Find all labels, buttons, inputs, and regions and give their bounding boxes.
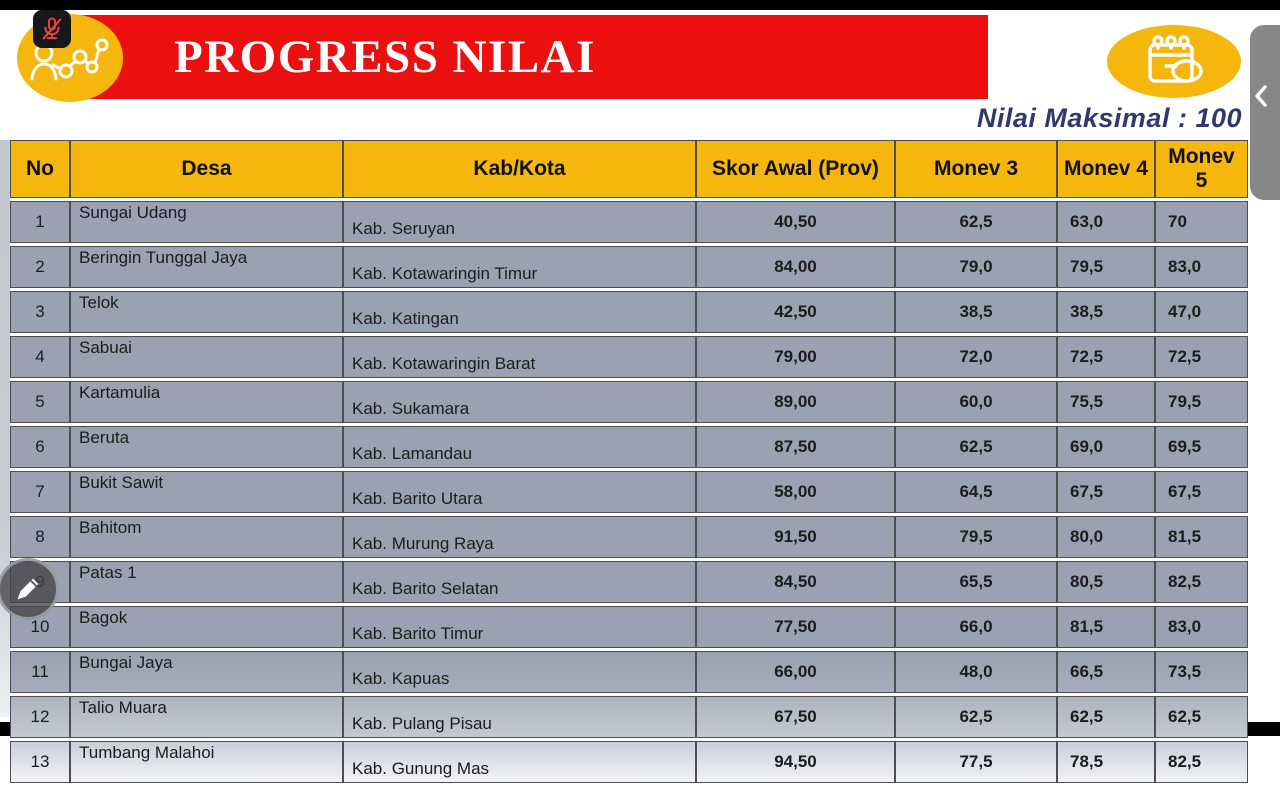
- cell-monev-5: 83,0: [1155, 246, 1248, 288]
- cell-monev-3: 62,5: [895, 696, 1057, 738]
- cell-monev-5: 82,5: [1155, 561, 1248, 603]
- table-row: [10, 516, 1248, 558]
- table-row: [10, 471, 1248, 513]
- cell-monev-4: 67,5: [1057, 471, 1155, 513]
- cell-skor-awal: 94,50: [696, 741, 895, 783]
- cell-no: 3: [10, 291, 70, 333]
- cell-skor-awal: 42,50: [696, 291, 895, 333]
- cell-skor-awal: 67,50: [696, 696, 895, 738]
- cell-monev-5: 73,5: [1155, 651, 1248, 693]
- cell-monev-5: 70: [1155, 201, 1248, 243]
- cell-skor-awal: 87,50: [696, 426, 895, 468]
- cell-skor-awal: 58,00: [696, 471, 895, 513]
- cell-kab-kota: Kab. Sukamara: [343, 381, 696, 423]
- cell-kab-kota: Kab. Lamandau: [343, 426, 696, 468]
- cell-skor-awal: 77,50: [696, 606, 895, 648]
- cell-monev-4: 69,0: [1057, 426, 1155, 468]
- cell-monev-3: 60,0: [895, 381, 1057, 423]
- col-header-kab-kota: Kab/Kota: [343, 140, 696, 198]
- cell-monev-3: 72,0: [895, 336, 1057, 378]
- mic-mute-button[interactable]: [33, 10, 71, 48]
- cell-no: 2: [10, 246, 70, 288]
- calendar-icon: [1136, 33, 1212, 91]
- cell-desa: Beruta: [70, 426, 343, 468]
- cell-monev-3: 62,5: [895, 201, 1057, 243]
- mic-muted-icon: [38, 15, 66, 43]
- col-header-no: No: [10, 140, 70, 198]
- title-banner: [62, 15, 988, 99]
- cell-kab-kota: Kab. Barito Timur: [343, 606, 696, 648]
- cell-monev-5: 47,0: [1155, 291, 1248, 333]
- cell-monev-4: 62,5: [1057, 696, 1155, 738]
- cell-desa: Bagok: [70, 606, 343, 648]
- cell-desa: Bukit Sawit: [70, 471, 343, 513]
- letterbox-top: [0, 0, 1280, 10]
- cell-kab-kota: Kab. Barito Selatan: [343, 561, 696, 603]
- col-header-monev-3: Monev 3: [895, 140, 1057, 198]
- cell-monev-3: 77,5: [895, 741, 1057, 783]
- cell-kab-kota: Kab. Seruyan: [343, 201, 696, 243]
- cell-kab-kota: Kab. Kapuas: [343, 651, 696, 693]
- cell-monev-3: 79,5: [895, 516, 1057, 558]
- cell-kab-kota: Kab. Kotawaringin Barat: [343, 336, 696, 378]
- cell-no: 11: [10, 651, 70, 693]
- cell-monev-3: 48,0: [895, 651, 1057, 693]
- cell-monev-5: 67,5: [1155, 471, 1248, 513]
- cell-kab-kota: Kab. Katingan: [343, 291, 696, 333]
- cell-desa: Sungai Udang: [70, 201, 343, 243]
- collapse-panel-handle[interactable]: [1250, 25, 1280, 200]
- cell-kab-kota: Kab. Pulang Pisau: [343, 696, 696, 738]
- col-header-desa: Desa: [70, 140, 343, 198]
- table-row: [10, 291, 1248, 333]
- cell-monev-4: 80,0: [1057, 516, 1155, 558]
- cell-monev-3: 38,5: [895, 291, 1057, 333]
- max-score-label: Nilai Maksimal : 100: [976, 103, 1242, 133]
- cell-skor-awal: 79,00: [696, 336, 895, 378]
- cell-monev-3: 66,0: [895, 606, 1057, 648]
- table-row: [10, 741, 1248, 783]
- cell-kab-kota: Kab. Gunung Mas: [343, 741, 696, 783]
- pencil-annotate-button[interactable]: [0, 558, 59, 620]
- cell-monev-4: 66,5: [1057, 651, 1155, 693]
- table-row: [10, 426, 1248, 468]
- cell-no: 10: [10, 606, 70, 648]
- cell-monev-3: 62,5: [895, 426, 1057, 468]
- table-row: [10, 651, 1248, 693]
- cell-monev-4: 72,5: [1057, 336, 1155, 378]
- cell-kab-kota: Kab. Kotawaringin Timur: [343, 246, 696, 288]
- table-row: [10, 381, 1248, 423]
- table-row: [10, 201, 1248, 243]
- cell-no: 1: [10, 201, 70, 243]
- slide-edge-strip: [0, 140, 10, 717]
- cell-no: 8: [10, 516, 70, 558]
- cell-monev-4: 75,5: [1057, 381, 1155, 423]
- cell-monev-3: 79,0: [895, 246, 1057, 288]
- cell-monev-4: 38,5: [1057, 291, 1155, 333]
- cell-monev-4: 78,5: [1057, 741, 1155, 783]
- cell-skor-awal: 91,50: [696, 516, 895, 558]
- cell-monev-4: 63,0: [1057, 201, 1155, 243]
- cell-monev-5: 83,0: [1155, 606, 1248, 648]
- cell-desa: Kartamulia: [70, 381, 343, 423]
- cell-no: 6: [10, 426, 70, 468]
- cell-desa: Patas 1: [70, 561, 343, 603]
- cell-monev-3: 64,5: [895, 471, 1057, 513]
- col-header-skor-awal: Skor Awal (Prov): [696, 140, 895, 198]
- cell-monev-5: 62,5: [1155, 696, 1248, 738]
- cell-skor-awal: 84,50: [696, 561, 895, 603]
- cell-skor-awal: 40,50: [696, 201, 895, 243]
- table-row: [10, 336, 1248, 378]
- cell-monev-5: 72,5: [1155, 336, 1248, 378]
- table-row: [10, 606, 1248, 648]
- progress-table: [10, 137, 1248, 786]
- cell-monev-4: 81,5: [1057, 606, 1155, 648]
- cell-desa: Beringin Tunggal Jaya: [70, 246, 343, 288]
- cell-no: 5: [10, 381, 70, 423]
- cell-desa: Tumbang Malahoi: [70, 741, 343, 783]
- table-row: [10, 246, 1248, 288]
- cell-no: 12: [10, 696, 70, 738]
- cell-monev-4: 79,5: [1057, 246, 1155, 288]
- table-header-row: [10, 140, 1248, 198]
- right-logo: [1107, 25, 1241, 98]
- cell-desa: Telok: [70, 291, 343, 333]
- cell-no: 7: [10, 471, 70, 513]
- cell-monev-3: 65,5: [895, 561, 1057, 603]
- table-row: [10, 696, 1248, 738]
- cell-kab-kota: Kab. Barito Utara: [343, 471, 696, 513]
- cell-skor-awal: 89,00: [696, 381, 895, 423]
- cell-no: 13: [10, 741, 70, 783]
- cell-no: 4: [10, 336, 70, 378]
- cell-monev-5: 79,5: [1155, 381, 1248, 423]
- cell-desa: Talio Muara: [70, 696, 343, 738]
- cell-monev-5: 69,5: [1155, 426, 1248, 468]
- cell-monev-5: 82,5: [1155, 741, 1248, 783]
- cell-skor-awal: 84,00: [696, 246, 895, 288]
- cell-desa: Sabuai: [70, 336, 343, 378]
- cell-monev-5: 81,5: [1155, 516, 1248, 558]
- pencil-icon: [12, 573, 44, 605]
- cell-monev-4: 80,5: [1057, 561, 1155, 603]
- page-title: PROGRESS NILAI: [174, 31, 596, 83]
- cell-desa: Bahitom: [70, 516, 343, 558]
- col-header-monev-5: Monev 5: [1155, 140, 1248, 198]
- cell-skor-awal: 66,00: [696, 651, 895, 693]
- table-row: [10, 561, 1248, 603]
- cell-desa: Bungai Jaya: [70, 651, 343, 693]
- col-header-monev-4: Monev 4: [1057, 140, 1155, 198]
- cell-kab-kota: Kab. Murung Raya: [343, 516, 696, 558]
